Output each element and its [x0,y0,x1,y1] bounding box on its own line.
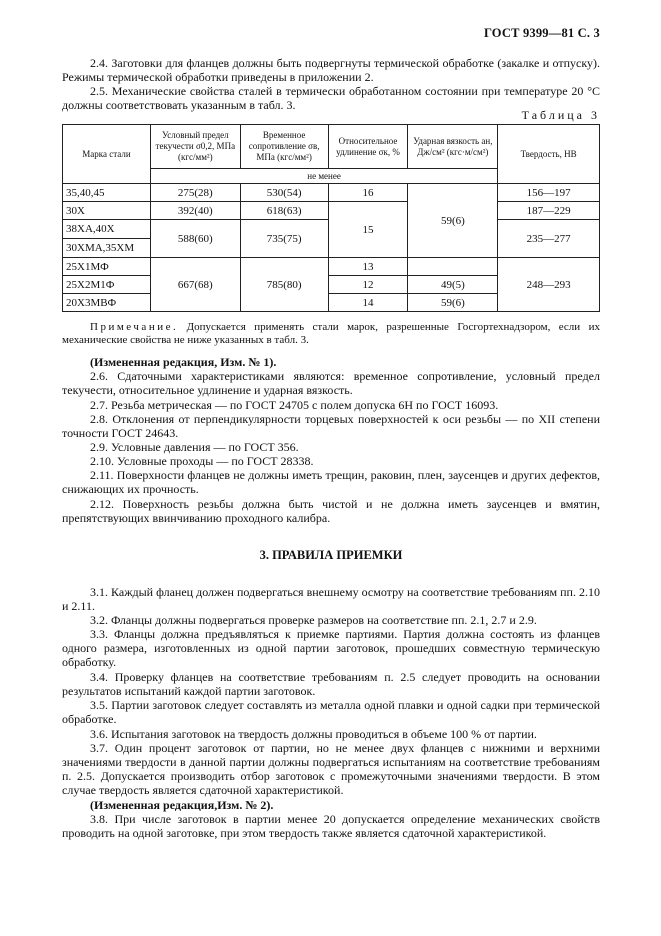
table-note [62,321,600,347]
cell-elongation: 16 [328,184,408,202]
cell-impact-empty [408,258,498,276]
paragraph-2-5: 2.5. Механические свойства сталей в термически обработанном состоянии при температуре 20 °С должны соответствовать указанным в табл. 3. [62,84,600,112]
paragraph-2-4: 2.4. Заготовки для фланцев должны быть подвергнуты термической обработке (закалке и отпуску). Режимы термической обработки приведены в приложении 2. [62,56,600,84]
col-header-hardness: Твердость, НВ [498,125,600,184]
paragraph-2-6: 2.6. Сдаточными характеристиками являются: временное сопротивление, условный предел текучести, относительное удлинение и ударная вязкость. [62,369,600,397]
paragraph-3-1: 3.1. Каждый фланец должен подвергаться внешнему осмотру на соответствие требованиям пп. 2.10 и 2.11. [62,585,600,613]
paragraph-3-8: 3.8. При числе заготовок в партии менее 20 допускается определение механических свойств проводить на одной заготовке, при этом твердость также является сдаточной характеристикой. [62,812,600,840]
paragraph-3-5: 3.5. Партии заготовок следует составлять из металла одной плавки и одной садки при термической обработке. [62,698,600,726]
note-text: Допускается применять стали марок, разрешенные Госгортехнадзором, если их механические свойства не ниже указанных в табл. 3. [62,321,600,346]
cell-impact-merged: 59(6) [408,184,498,258]
cell-grade: 25Х2М1Ф [63,276,151,294]
cell-yield: 392(40) [150,202,240,220]
table-caption: Таблица 3 [521,108,600,122]
paragraph-2-8: 2.8. Отклонения от перпендикулярности торцевых поверхностей к оси резьбы — по XII степени точности ГОСТ 24643. [62,412,600,440]
col-header-impact: Ударная вязкость aн, Дж/см² (кгс·м/см²) [408,125,498,169]
paragraph-3-4: 3.4. Проверку фланцев на соответствие требованиям п. 2.5 следует проводить на основании результатов испытаний каждой партии заготовок. [62,670,600,698]
cell-grade: 38ХА,40Х [63,220,151,239]
not-less-label: не менее [150,169,497,184]
cell-elongation-merged: 15 [328,202,408,258]
cell-tensile-merged: 785(80) [240,258,328,312]
cell-yield-merged: 588(60) [150,220,240,258]
cell-tensile: 618(63) [240,202,328,220]
cell-tensile: 530(54) [240,184,328,202]
section-heading: 3. ПРАВИЛА ПРИЕМКИ [259,548,403,562]
cell-grade: 25Х1МФ [63,258,151,276]
table-row [63,184,600,202]
table-row [63,258,600,276]
page-header: ГОСТ 9399—81 С. 3 [483,26,600,40]
cell-yield-merged: 667(68) [150,258,240,312]
cell-elongation: 13 [328,258,408,276]
paragraph-2-10: 2.10. Условные проходы — по ГОСТ 28338. [90,454,314,468]
cell-yield: 275(28) [150,184,240,202]
paragraph-2-11: 2.11. Поверхности фланцев не должны иметь трещин, раковин, плен, заусенцев и других дефектов, снижающих их прочность. [62,468,600,496]
col-header-tensile: Временное сопротивление σв, МПа (кгс/мм²) [240,125,328,169]
paragraph-3-2: 3.2. Фланцы должны подвергаться проверке размеров на соответствие пп. 2.1, 2.7 и 2.9. [90,613,537,627]
paragraph-3-3: 3.3. Фланцы должна предъявляться к приемке партиями. Партия должна состоять из фланцев одного размера, изготовленных из одной партии заготовок, прошедших совместную термическую обработку. [62,627,600,669]
cell-impact: 59(6) [408,294,498,312]
cell-tensile-merged: 735(75) [240,220,328,258]
cell-impact: 49(5) [408,276,498,294]
cell-hardness: 187—229 [498,202,600,220]
paragraph-3-6: 3.6. Испытания заготовок на твердость должны проводиться в объеме 100 % от партии. [90,727,537,741]
revision-note-1: (Измененная редакция, Изм. № 1). [90,355,277,369]
note-label: Примечание. [90,321,179,333]
paragraph-3-7: 3.7. Один процент заготовок от партии, но не менее двух фланцев с нижними и верхними значениями твердости в данной партии должны подвергаться испытаниям на соответствие требованиям п. 2.5. Допускается производить отбор заготовок с промежуточными значениями твердости. В этом случае твердость является сдаточной характеристикой. [62,741,600,797]
cell-elongation: 14 [328,294,408,312]
steel-properties-table [62,124,600,312]
col-header-grade: Марка стали [63,125,151,184]
cell-grade: 30Х [63,202,151,220]
cell-hardness-merged: 235—277 [498,220,600,258]
cell-grade: 30ХМА,35ХМ [63,239,151,258]
revision-note-2: (Измененная редакция,Изм. № 2). [90,798,274,812]
paragraph-2-9: 2.9. Условные давления — по ГОСТ 356. [90,440,299,454]
cell-elongation: 12 [328,276,408,294]
paragraph-2-7: 2.7. Резьба метрическая — по ГОСТ 24705 с полем допуска 6Н по ГОСТ 16093. [90,398,499,412]
col-header-elongation: Относительное удлинение σк, % [328,125,408,169]
paragraph-2-12: 2.12. Поверхность резьбы должна быть чистой и не должна иметь заусенцев и вмятин, препятствующих ввинчиванию проходного калибра. [62,497,600,525]
cell-grade: 35,40,45 [63,184,151,202]
table-row [63,202,600,220]
cell-grade: 20Х3МВФ [63,294,151,312]
cell-hardness-merged: 248—293 [498,258,600,312]
cell-hardness: 156—197 [498,184,600,202]
col-header-yield: Условный предел текучести σ0,2, МПа (кгс/мм²) [150,125,240,169]
